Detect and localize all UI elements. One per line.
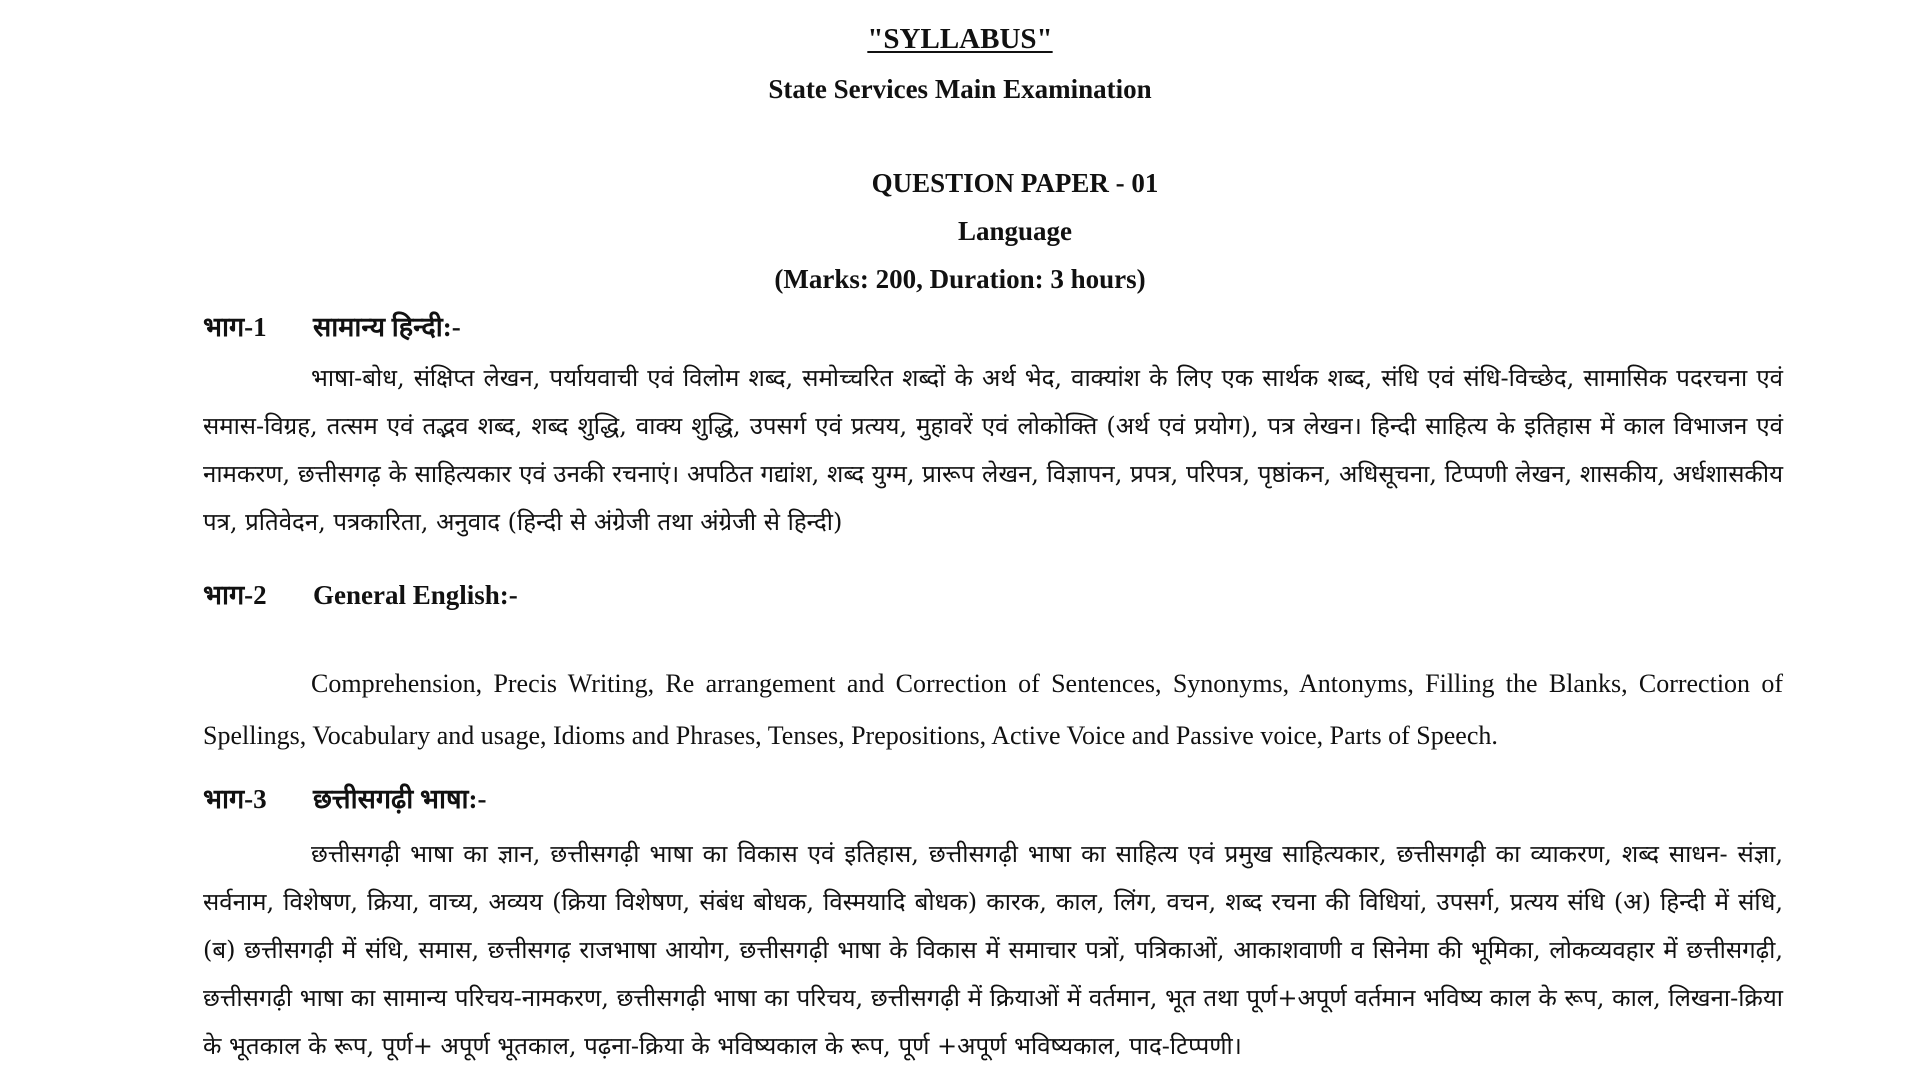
section-2-body: Comprehension, Precis Writing, Re arrangement and Correction of Sentences, Synonyms, Antonyms, Filling the Blanks, Correction of Spellings, Vocabulary and usage, Idioms and Phrases, Tenses, Prepositions, Active Voice and Passive voice, Parts of Speech. [203,669,1783,750]
document-subtitle: State Services Main Examination [768,74,1152,104]
paper-label: QUESTION PAPER - 01 [871,168,1159,198]
marks-duration: (Marks: 200, Duration: 3 hours) [774,264,1146,294]
section-1-heading [203,310,461,344]
section-3-body: छत्तीसगढ़ी भाषा का ज्ञान, छत्तीसगढ़ी भाषा का विकास एवं इतिहास, छत्तीसगढ़ी भाषा का साहित्य एवं प्रमुख साहित्यकार, छत्तीसगढ़ी का व्याकरण, शब्द साधन- संज्ञा, सर्वनाम, विशेषण, क्रिया, वाच्य, अव्यय (क्रिया विशेषण, संबंध बोधक, विस्मयादि बोधक) कारक, काल, लिंग, वचन, शब्द रचना की विधियां, उपसर्ग, प्रत्यय संधि (अ) हिन्दी में संधि, (ब) छत्तीसगढ़ी में संधि, समास, छत्तीसगढ़ राजभाषा आयोग, छत्तीसगढ़ी भाषा के विकास में समाचार पत्रों, पत्रिकाओं, आकाशवाणी व सिनेमा की भूमिका, लोकव्यवहार में छत्तीसगढ़ी, छत्तीसगढ़ी भाषा का सामान्य परिचय-नामकरण, छत्तीसगढ़ी भाषा का परिचय, छत्तीसगढ़ी में क्रियाओं में वर्तमान, भूत तथा पूर्ण+अपूर्ण वर्तमान भविष्य काल के रूप, काल, लिखना-क्रिया के भूतकाल के रूप, पूर्ण+ अपूर्ण भूतकाल, पढ़ना-क्रिया के भविष्यकाल के रूप, पूर्ण +अपूर्ण भविष्यकाल, पाद-टिप्पणी। [203,840,1783,1060]
section-2-title: General English:- [313,580,518,610]
section-3-title: छत्तीसगढ़ी भाषा:- [313,784,487,814]
section-3-heading [203,782,487,816]
document-title: "SYLLABUS" [867,23,1053,55]
section-2-number: भाग-2 [203,580,267,610]
section-3-number: भाग-3 [203,784,267,814]
section-1-number: भाग-1 [203,312,267,342]
section-1-title: सामान्य हिन्दी:- [313,312,461,342]
section-2-heading [203,578,518,612]
section-1-body: भाषा-बोध, संक्षिप्त लेखन, पर्यायवाची एवं विलोम शब्द, समोच्चरित शब्दों के अर्थ भेद, वाक्यांश के लिए एक सार्थक शब्द, संधि एवं संधि-विच्छेद, सामासिक पदरचना एवं समास-विग्रह, तत्सम एवं तद्भव शब्द, शब्द शुद्धि, वाक्य शुद्धि, उपसर्ग एवं प्रत्यय, मुहावरें एवं लोकोक्ति (अर्थ एवं प्रयोग), पत्र लेखन। हिन्दी साहित्य के इतिहास में काल विभाजन एवं नामकरण, छत्तीसगढ़ के साहित्यकार एवं उनकी रचनाएं। अपठित गद्यांश, शब्द युग्म, प्रारूप लेखन, विज्ञापन, प्रपत्र, परिपत्र, पृष्ठांकन, अधिसूचना, टिप्पणी लेखन, शासकीय, अर्धशासकीय पत्र, प्रतिवेदन, पत्रकारिता, अनुवाद (हिन्दी से अंग्रेजी तथा अंग्रेजी से हिन्दी) [203,364,1783,536]
subject-label: Language [957,216,1073,246]
